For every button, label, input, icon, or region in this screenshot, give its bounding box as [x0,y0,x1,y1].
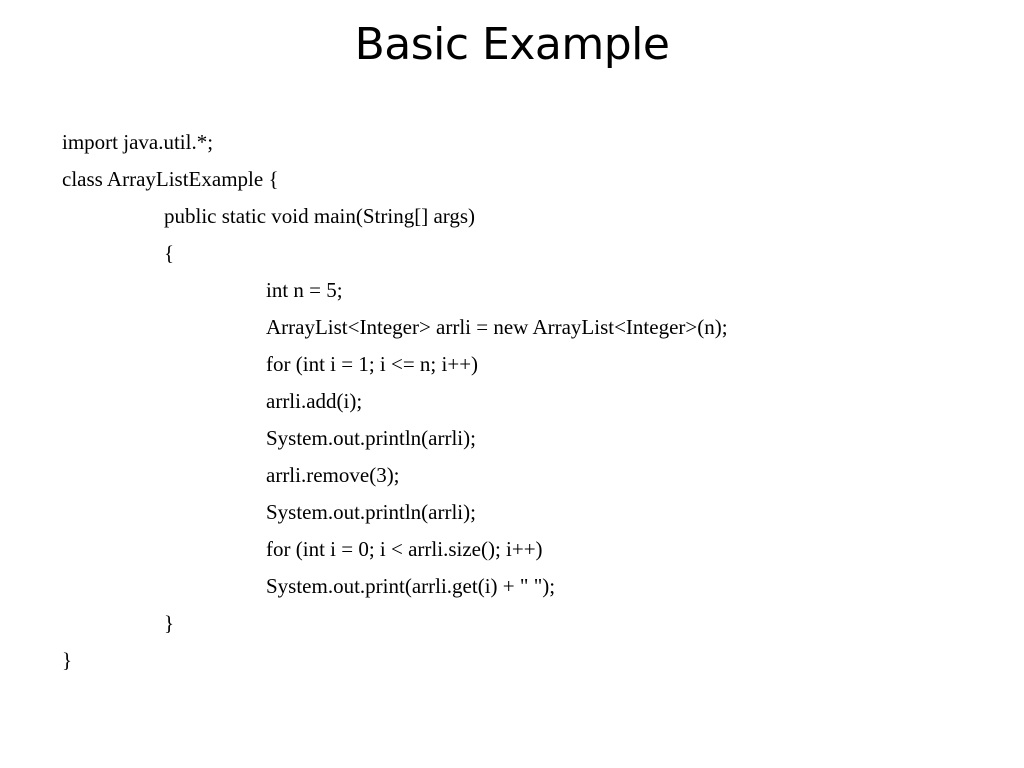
code-line-13: System.out.print(arrli.get(i) + " "); [266,574,556,598]
code-line-14: } [164,611,175,635]
code-line-3: public static void main(String[] args) [164,204,476,228]
code-line-11: System.out.println(arrli); [266,500,476,524]
code-line-10: arrli.remove(3); [266,463,400,487]
code-line-6: ArrayList<Integer> arrli = new ArrayList<Integer>(n); [266,315,728,339]
code-line-15: } [62,648,73,672]
code-line-8: arrli.add(i); [266,389,363,413]
slide-title: Basic Example [354,19,670,70]
code-block [62,124,992,679]
code-line-1: import java.util.*; [62,130,214,154]
code-line-12: for (int i = 0; i < arrli.size(); i++) [266,537,543,561]
code-line-7: for (int i = 1; i <= n; i++) [266,352,479,376]
code-line-5: int n = 5; [266,278,343,302]
code-line-2: class ArrayListExample { [62,167,279,191]
code-line-9: System.out.println(arrli); [266,426,476,450]
code-line-4: { [164,241,175,265]
